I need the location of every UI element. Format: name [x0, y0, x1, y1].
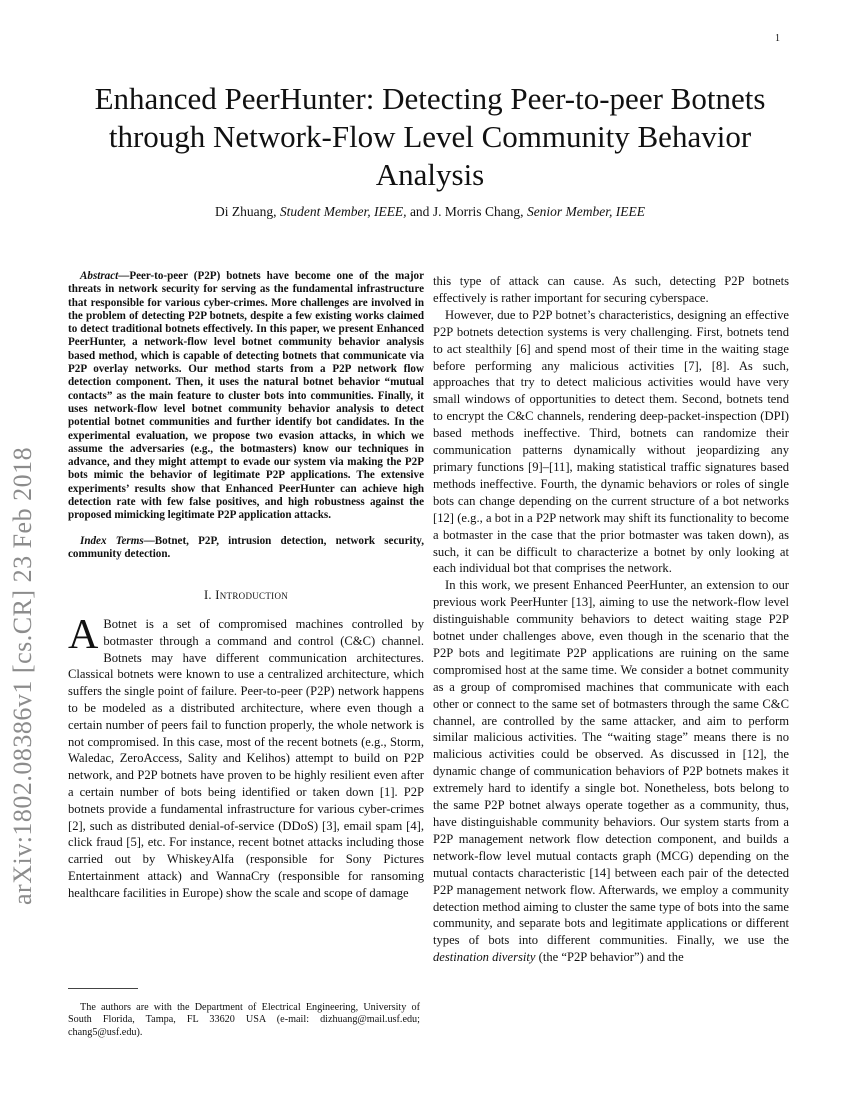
author-2-name: J. Morris Chang,: [432, 204, 524, 219]
paragraph-contribution-text: In this work, we present Enhanced PeerHunter, an extension to our previous work PeerHunter [13], aiming to use the network-flow level distinguishable community behaviors to detect waiting stage P2P botnet under challenges above, even though in the scenario that the P2P bots and legitimate P2P applications are ruining on the same compromised host at the same time. We consider a botnet community as a group of compromised machines that communicate with each other or connect to the same set of botmasters through the same C&C channel, are controlled by the same attacker, and aim to perform similar malicious activities. The “waiting stage” means there is no malicious activities could be observed. As discussed in [12], the dynamic change of communication behaviors of P2P botnets makes it extremely hard to identify a single bot. Nonetheless, bots belong to the same P2P botnet always operate together as a community, thus, have distinguishable community behaviors. Our system starts from a P2P management network flow detection component, and builds a network-flow level mutual contacts graph (MCG) depending on the mutual contacts characteristic [14] between each pair of the detected P2P management network flow. Afterwards, we employ a community detection method aiming to cluster the same type of bots into the same community, and separate bots and legitimate applications or different types of bots into different communities. Finally, we use the: [433, 578, 789, 948]
paragraph-contribution: [433, 577, 789, 966]
right-column: [433, 273, 789, 966]
paragraph-contribution-end: (the “P2P behavior”) and the: [538, 950, 684, 965]
abstract: [68, 270, 424, 523]
author-1-role: Student Member, IEEE,: [279, 204, 407, 219]
author-conjunction: and: [409, 204, 430, 219]
introduction-paragraph: [68, 612, 424, 902]
author-line: [70, 204, 790, 220]
left-column: [68, 270, 424, 902]
drop-cap: A: [68, 612, 99, 659]
section-heading-introduction: [68, 587, 424, 604]
section-number: I.: [203, 588, 212, 603]
paragraph-challenges: However, due to P2P botnet’s characteristics, designing an effective P2P botnets detection systems is very challenging. First, botnets tend to act stealthily [6] and spend most of their time in the waiting stage before performing any malicious activities [7], [8]. As such, approaches that try to detect malicious activities would have very small windows of opportunities to detect them. Second, botnets tend to encrypt the C&C channels, rendering deep-packet-inspection (DPI) based methods ineffective. Third, botnets can randomize their communication patterns dynamically without jeopardizing any primary functions [9]–[11], making statistical traffic signatures based methods ineffective. Fourth, the dynamic behaviors or roles of single bots can change depending on the current structure of a bot networks [12] (e.g., a bot in a P2P network may shift its functionality to become a botmaster in the case that the prior botmaster was taken down), as such, it can be difficult to characterize a botnet by only looking at each individual bot that comprises the network.: [433, 307, 789, 576]
index-terms-label: Index Terms: [80, 534, 144, 547]
paper-title: Enhanced PeerHunter: Detecting Peer-to-peer Botnets through Network-Flow Level Community Behavior Analysis: [94, 81, 766, 192]
author-1-name: Di Zhuang,: [214, 204, 277, 219]
abstract-text: —Peer-to-peer (P2P) botnets have become one of the major threats in network security for serving as the fundamental infrastructure that responsible for various cyber-crimes. More challenges are involved in the problem of detecting P2P botnets, despite a few existing works claimed to detect traditional botnets effectively. In this paper, we present Enhanced PeerHunter, a network-flow level botnet community behavior analysis based method, which is capable of detecting botnets that communicate via P2P overlay networks. Our method starts from a P2P network flow detection component. Then, it uses the natural botnet behavior “mutual contacts” as the main feature to cluster bots into communities. Finally, it uses network-flow level botnet community behavior analysis to detect potential botnet communities and further identify bot candidates. In the experimental evaluation, we propose two evasion attacks, in which we assume the adversaries (e.g., the botmasters) know our techniques in advance, and they might attempt to evade our system via making the P2P bots mimic the behavior of legitimate P2P applications. The extensive experiments’ results show that Enhanced PeerHunter can achieve high detection rate with few false positives, and high robustness against the proposed mimicking legitimate P2P application attacks.: [68, 270, 424, 522]
index-terms: [68, 535, 424, 562]
author-2-role: Senior Member, IEEE: [526, 204, 646, 219]
arxiv-identifier[interactable]: arXiv:1802.08386v1 [cs.CR] 23 Feb 2018: [8, 446, 37, 905]
footnote-rule: [68, 988, 138, 989]
paragraph-continuation: this type of attack can cause. As such, detecting P2P botnets effectively is rather important for securing cyberspace.: [433, 274, 789, 305]
author-affiliation-footnote: The authors are with the Department of Electrical Engineering, University of South Florida, Tampa, FL 33620 USA (e-mail: dizhuang@mail.usf.edu; chang5@usf.edu).: [68, 1002, 420, 1038]
index-terms-text: —Botnet, P2P, intrusion detection, network security, community detection.: [68, 534, 424, 560]
introduction-text: Botnet is a set of compromised machines controlled by botmaster through a command and control (C&C) channel. Botnets may have different communication architectures. Classical botnets were known to use a centralized architecture, which suffers the single point of failure. Peer-to-peer (P2P) network happens to be modeled as a distributed architecture, where even though a certain number of peers fail to function properly, the whole network is not compromised. In this case, most of the recent botnets (e.g., Storm, Waledac, ZeroAccess, Sality and Kelihos) attempt to build on P2P network, and P2P botnets have proven to be highly resilient even after a certain number of bots being identified or taken down [1]. P2P botnets provide a fundamental infrastructure for various cyber-crimes [2], such as distributed denial-of-service (DDoS) [3], email spam [4], click fraud [5], etc. For instance, recent botnet attacks including those carried out by WhiskeyAlfa (responsible for Sony Pictures Entertainment attack) and WannaCry (responsible for ransoming healthcare facilities in Europe) show the scale and scope of damage: [68, 617, 424, 900]
math-destination-diversity: destination diversity: [433, 950, 536, 965]
page-number: 1: [775, 33, 780, 44]
section-title: Introduction: [215, 588, 289, 603]
abstract-label: Abstract: [80, 270, 119, 282]
